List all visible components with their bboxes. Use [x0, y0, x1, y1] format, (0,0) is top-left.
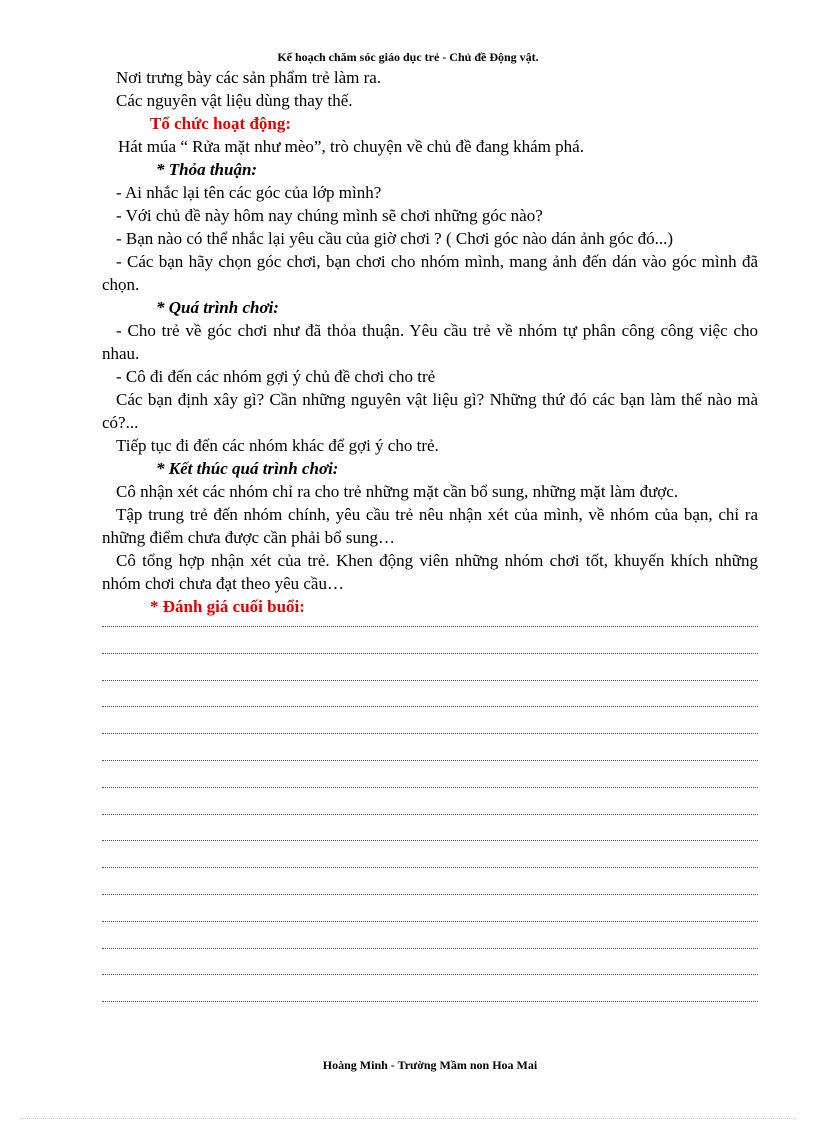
dotted-line: [102, 706, 758, 707]
paragraph: Cô tổng hợp nhận xét của trẻ. Khen động viên những nhóm chơi tốt, khuyến khích những nhóm chơi chưa đạt theo yêu cầu…: [102, 551, 758, 593]
evaluation-writing-lines: [102, 626, 758, 1028]
subheading-qua-trinh-choi: * Quá trình chơi:: [156, 298, 279, 317]
dotted-line: [102, 626, 758, 627]
dotted-line: [102, 974, 758, 975]
dotted-line: [102, 787, 758, 788]
dotted-line: [102, 948, 758, 949]
dotted-line: [102, 814, 758, 815]
dotted-line: [102, 733, 758, 734]
paragraph: Hát múa “ Rửa mặt như mèo”, trò chuyện về chủ đề đang khám phá.: [118, 137, 584, 156]
subheading-ket-thuc: * Kết thúc quá trình chơi:: [156, 459, 339, 478]
dotted-line: [102, 1001, 758, 1002]
paragraph: Nơi trưng bày các sản phẩm trẻ làm ra.: [116, 68, 382, 87]
paragraph: - Các bạn hãy chọn góc chơi, bạn chơi cho nhóm mình, mang ảnh đến dán vào góc mình đã chọn.: [102, 252, 758, 294]
page-footer: Hoàng Minh - Trường Mầm non Hoa Mai: [322, 1058, 538, 1072]
paragraph: - Cô đi đến các nhóm gợi ý chủ đề chơi cho trẻ: [116, 367, 436, 386]
page-header: Kế hoạch chăm sóc giáo dục trẻ - Chủ đề Động vật.: [277, 50, 539, 64]
paragraph: Các bạn định xây gì? Cần những nguyên vật liệu gì? Những thứ đó các bạn làm thế nào mà có?...: [102, 390, 758, 432]
page-edge-divider: [20, 1118, 796, 1119]
paragraph: Tập trung trẻ đến nhóm chính, yêu cầu trẻ nêu nhận xét của mình, về nhóm của bạn, chỉ ra những điểm chưa được cần phải bổ sung…: [102, 505, 758, 547]
paragraph: Tiếp tục đi đến các nhóm khác để gợi ý cho trẻ.: [116, 436, 439, 455]
dotted-line: [102, 867, 758, 868]
dotted-line: [102, 680, 758, 681]
dotted-line: [102, 921, 758, 922]
section-heading-to-chuc: Tổ chức hoạt động:: [150, 114, 292, 133]
paragraph: - Cho trẻ về góc chơi như đã thỏa thuận. Yêu cầu trẻ về nhóm tự phân công công việc cho nhau.: [102, 321, 758, 363]
dotted-line: [102, 760, 758, 761]
paragraph: Các nguyên vật liệu dùng thay thế.: [116, 91, 353, 110]
section-heading-danh-gia: * Đánh giá cuối buổi:: [150, 597, 305, 616]
paragraph: Cô nhận xét các nhóm chỉ ra cho trẻ những mặt cần bổ sung, những mặt làm được.: [116, 482, 679, 501]
paragraph: - Ai nhắc lại tên các góc của lớp mình?: [116, 183, 382, 202]
paragraph: - Bạn nào có thể nhắc lại yêu cầu của giờ chơi ? ( Chơi góc nào dán ảnh góc đó...): [116, 229, 674, 248]
dotted-line: [102, 840, 758, 841]
document-body: [102, 66, 758, 618]
subheading-thoa-thuan: * Thỏa thuận:: [156, 160, 258, 179]
dotted-line: [102, 653, 758, 654]
paragraph: - Với chủ đề này hôm nay chúng mình sẽ chơi những góc nào?: [116, 206, 543, 225]
dotted-line: [102, 894, 758, 895]
